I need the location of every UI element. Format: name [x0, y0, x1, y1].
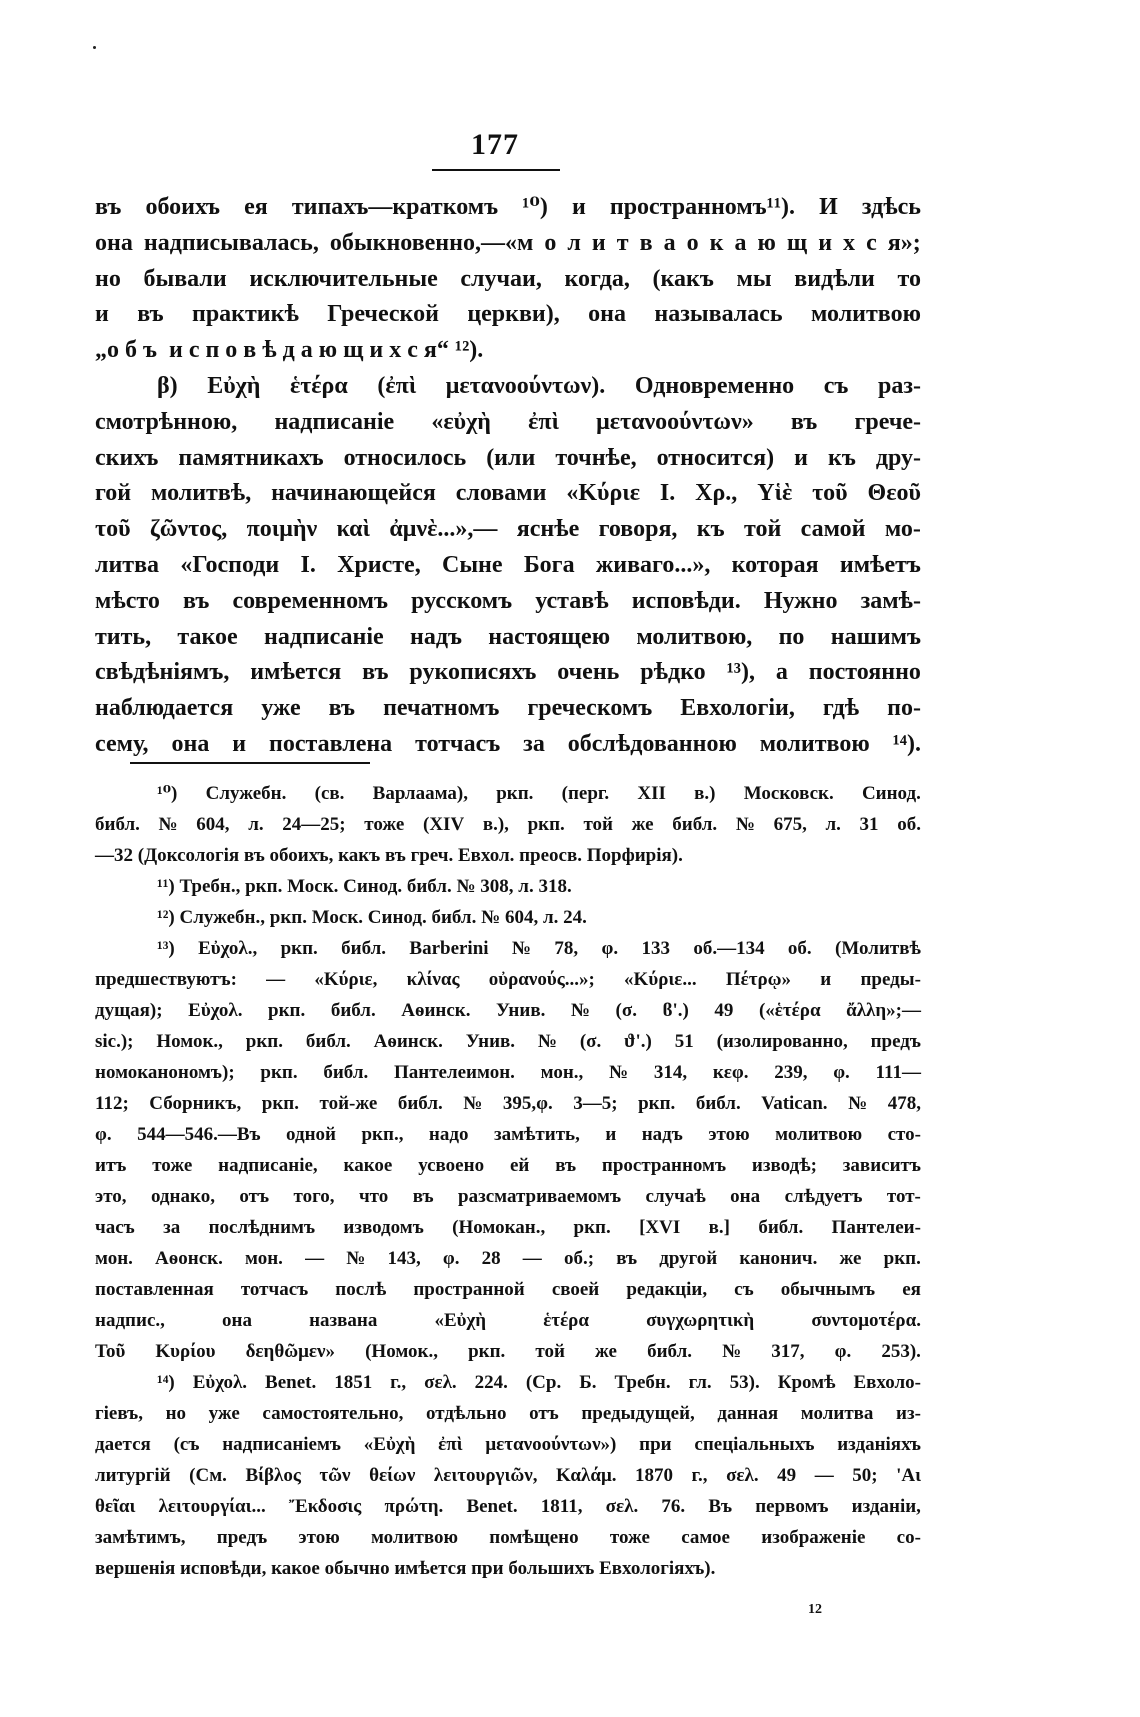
footnotes: [95, 778, 921, 1584]
footnote-line: ¹⁴) Εὐχολ. Benet. 1851 г., σελ. 224. (Ср. Б. Требн. гл. 53). Кромѣ Евхоло-: [157, 1372, 921, 1393]
footnote-line: φ. 544—546.—Въ одной ркп., надо замѣтить, и надъ этою молитвою сто-: [95, 1124, 921, 1145]
footnote-line: поставленная тотчасъ послѣ пространной своей редакціи, съ обычнымъ ея: [95, 1279, 921, 1300]
footnote-line: 112; Сборникъ, ркп. той-же библ. № 395,φ. 3—5; ркп. библ. Vatican. № 478,: [95, 1093, 921, 1114]
text-line: наблюдается уже въ печатномъ греческомъ Евхологіи, гдѣ по-: [95, 695, 921, 722]
text-line: сему, она и поставлена тотчасъ за обслѣдованною молитвою ¹⁴).: [95, 730, 921, 757]
text-line: гой молитвѣ, начинающейся словами «Κύριε Ι. Χρ., Υἱὲ τοῦ Θεοῦ: [95, 480, 921, 507]
text-line: τοῦ ζῶντος, ποιμὴν καὶ ἀμνὲ...»,— яснѣе говоря, къ той самой мо-: [95, 516, 921, 543]
printer-signature: 12: [808, 1602, 822, 1617]
footnote-line: предшествуютъ: — «Κύριε, κλίνας οὐρανούς...»; «Κύριε... Πέτρῳ» и преды-: [95, 969, 921, 990]
footnote-line: дается (съ надписаніемъ «Εὐχὴ ἐπὶ μετανοούντων») при спеціальныхъ изданіяхъ: [95, 1434, 921, 1455]
footnote-line: ¹³) Εὐχολ., ркп. библ. Barberini № 78, φ. 133 об.—134 об. (Молитвѣ: [157, 938, 921, 959]
text-line: литва «Господи І. Христе, Сыне Бога живаго...», которая имѣетъ: [95, 551, 921, 578]
page-number-rule: [432, 169, 560, 171]
footnote-line: библ. № 604, л. 24—25; тоже (XIV в.), ркп. той же библ. № 675, л. 31 об.: [95, 814, 921, 835]
text-line: въ обоихъ ея типахъ—краткомъ ¹⁰) и пространномъ¹¹). И здѣсь: [95, 194, 921, 220]
footnote-line: ¹¹) Требн., ркп. Моск. Синод. библ. № 308, л. 318.: [157, 876, 572, 897]
footnote-line: это, однако, отъ того, что въ разсматриваемомъ случаѣ она слѣдуетъ тот-: [95, 1186, 921, 1207]
text-line: тить, такое надписаніе надъ настоящею молитвою, по нашимъ: [95, 623, 921, 650]
footnote-line: θεῖαι λειτουργίαι... Ἔκδοσις πρώτη. Benet. 1811, σελ. 76. Въ первомъ изданіи,: [95, 1496, 921, 1517]
text-line: свѣдѣніямъ, имѣется въ рукописяхъ очень рѣдко ¹³), а постоянно: [95, 659, 921, 686]
footnote-line: гіевъ, но уже самостоятельно, отдѣльно отъ предыдущей, данная молитва из-: [95, 1403, 921, 1424]
text-line: скихъ памятникахъ относилось (или точнѣе, относится) и къ дру-: [95, 444, 921, 471]
footnote-line: часъ за послѣднимъ изводомъ (Номокан., ркп. [XVI в.] библ. Пантелеи-: [95, 1217, 921, 1238]
footnote-line: номоканономъ); ркп. библ. Пантелеимон. мон., № 314, кεφ. 239, φ. 111—: [95, 1062, 921, 1083]
footnote-line: вершенія исповѣди, какое обычно имѣется при большихъ Евхологіяхъ).: [95, 1558, 716, 1579]
footnote-line: надпис., она названа «Εὐχὴ ἑτέρα συγχωρητικὴ συντομοτέρα.: [95, 1310, 921, 1331]
page-speck: [93, 46, 96, 49]
text-line: мѣсто въ современномъ русскомъ уставѣ исповѣди. Нужно замѣ-: [95, 587, 921, 614]
footnote-line: замѣтимъ, предъ этою молитвою помѣщено тоже самое изображеніе со-: [95, 1527, 921, 1548]
footnote-line: ¹⁰) Служебн. (св. Варлаама), ркп. (перг. XII в.) Московск. Синод.: [157, 783, 921, 804]
text-line: и въ практикѣ Греческой церкви), она называлась молитвою: [95, 301, 921, 328]
footnote-line: ¹²) Служебн., ркп. Моск. Синод. библ. № 604, л. 24.: [157, 907, 587, 928]
footnote-rule: [130, 762, 370, 764]
footnote-line: итъ тоже надписаніе, какое усвоено ей въ пространномъ изводѣ; зависитъ: [95, 1155, 921, 1176]
text-line: „о б ъ и с п о в ѣ д а ю щ и х с я“ ¹²).: [95, 337, 484, 364]
text-line: она надписывалась, обыкновенно,—«м о л и т в а о к а ю щ и х с я»;: [95, 229, 921, 256]
text-line: но бывали исключительные случаи, когда, (какъ мы видѣли то: [95, 265, 921, 292]
text-line: β) Εὐχὴ ἑτέρα (ἐπὶ μετανοούντων). Одновременно съ раз-: [157, 372, 921, 399]
footnote-line: литургій (См. Βίβλος τῶν θείων λειτουργιῶν, Καλάμ. 1870 г., σελ. 49 — 50; 'Αι: [95, 1465, 921, 1486]
main-text: [95, 190, 921, 763]
footnote-line: sic.); Номок., ркп. библ. Аѳинск. Унив. № (σ. ϑ'.) 51 (изолированно, предъ: [95, 1031, 921, 1052]
footnote-line: мон. Аѳонск. мон. — № 143, φ. 28 — об.; въ другой канонич. же ркп.: [95, 1248, 921, 1269]
footnote-line: дущая); Εὐχολ. ркп. библ. Аѳинск. Унив. № (σ. ϐ'.) 49 («ἑτέρα ἄλλη»;—: [95, 1000, 921, 1021]
text-line: смотрѣнною, надписаніе «εὐχὴ ἐπὶ μετανοούντων» въ грече-: [95, 408, 921, 435]
page-number: 177: [471, 128, 519, 161]
footnote-line: —32 (Доксологія въ обоихъ, какъ въ греч. Евхол. преосв. Порфирія).: [95, 845, 683, 866]
footnote-line: Τοῦ Κυρίου δεηθῶμεν» (Номок., ркп. той же библ. № 317, φ. 253).: [95, 1341, 921, 1362]
